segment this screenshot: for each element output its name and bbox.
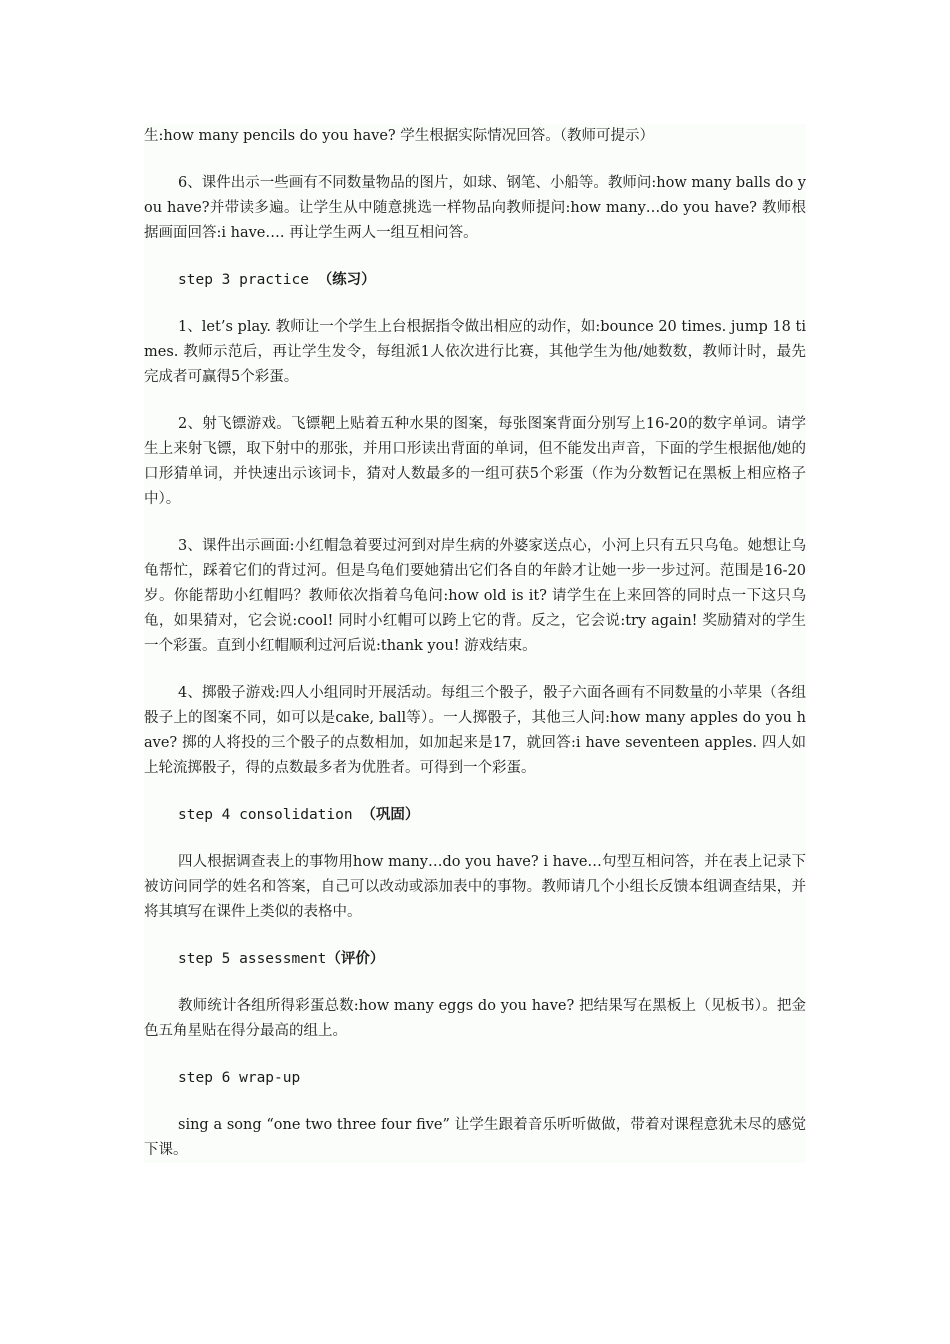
paragraph-practice-4: 4、掷骰子游戏:四人小组同时开展活动。每组三个骰子，骰子六面各画有不同数量的小苹果（各组骰子上的图案不同，如可以是cake, ball等）。一人掷骰子，其他三人问:how many apples do you have? 掷的人将投的三个骰子的点数相加，如加起来是17，就回答:i have seventeen apples. 四人如上轮流掷骰子，得的点数最多者为优胜者。可得到一个彩蛋。 [144,685,806,776]
heading-step3-zh: （练习） [317,272,376,288]
spacer [144,925,806,947]
paragraph-assessment: 教师统计各组所得彩蛋总数:how many eggs do you have? 把结果写在黑板上（见板书）。把金色五角星贴在得分最高的组上。 [144,998,806,1039]
paragraph-practice-1: 1、let’s play. 教师让一个学生上台根据指令做出相应的动作，如:bounce 20 times. jump 18 times. 教师示范后，再让学生发令，每组派1人依次进行比赛，其他学生为他/她数数，教师计时，最先完成者可赢得5个彩蛋。 [144,319,806,385]
heading-step5-zh: （评价） [326,951,385,967]
paragraph-practice-3: 3、课件出示画面:小红帽急着要过河到对岸生病的外婆家送点心，小河上只有五只乌龟。她想让乌龟帮忙，踩着它们的背过河。但是乌龟们要她猜出它们各自的年龄才让她一步一步过河。范围是16-20岁。你能帮助小红帽吗？教师依次指着乌龟问:how old is it? 请学生在上来回答的同时点一下这只乌龟，如果猜对，它会说:cool! 同时小红帽可以跨上它的背。反之，它会说:try again! 奖励猜对的学生一个彩蛋。直到小红帽顺利过河后说:thank you! 游戏结束。 [144,538,806,654]
heading-step4-zh: （巩固） [361,807,420,823]
paragraph-wrap-up: sing a song “one two three four five” 让学生跟着音乐听听做做，带着对课程意犹未尽的感觉下课。 [144,1117,806,1158]
heading-step4 [144,803,806,828]
spacer [144,1091,806,1113]
spacer [144,1044,806,1066]
spacer [144,293,806,315]
paragraph-intro-answer: 生:how many pencils do you have? 学生根据实际情况回答。（教师可提示） [144,128,655,144]
document-body [144,124,806,1163]
spacer [144,972,806,994]
spacer [144,828,806,850]
heading-step6-en: step 6 wrap-up [178,1070,301,1086]
spacer [144,781,806,803]
spacer [144,390,806,412]
paragraph-step2-item6: 6、课件出示一些画有不同数量物品的图片，如球、钢笔、小船等。教师问:how many balls do you have?并带读多遍。让学生从中随意挑选一样物品向教师提问:how many…do you have? 教师根据画面回答:i have…. 再让学生两人一组互相问答。 [144,175,806,241]
heading-step5-en: step 5 assessment [178,951,327,967]
heading-step3-en: step 3 practice [178,272,318,288]
spacer [144,246,806,268]
paragraph-practice-2: 2、射飞镖游戏。飞镖靶上贴着五种水果的图案，每张图案背面分别写上16-20的数字单词。请学生上来射飞镖，取下射中的那张，并用口形读出背面的单词，但不能发出声音，下面的学生根据他/她的口形猜单词，并快速出示该词卡，猜对人数最多的一组可获5个彩蛋（作为分数暂记在黑板上相应格子中）。 [144,416,806,507]
spacer [144,149,806,171]
paragraph-consolidation: 四人根据调查表上的事物用how many…do you have? i have…句型互相问答，并在表上记录下被访问同学的姓名和答案，自己可以改动或添加表中的事物。教师请几个小组长反馈本组调查结果，并将其填写在课件上类似的表格中。 [144,854,806,920]
heading-step3 [144,268,806,293]
heading-step4-en: step 4 consolidation [178,807,362,823]
heading-step5 [144,947,806,972]
heading-step6 [144,1066,806,1091]
spacer [144,512,806,534]
spacer [144,659,806,681]
